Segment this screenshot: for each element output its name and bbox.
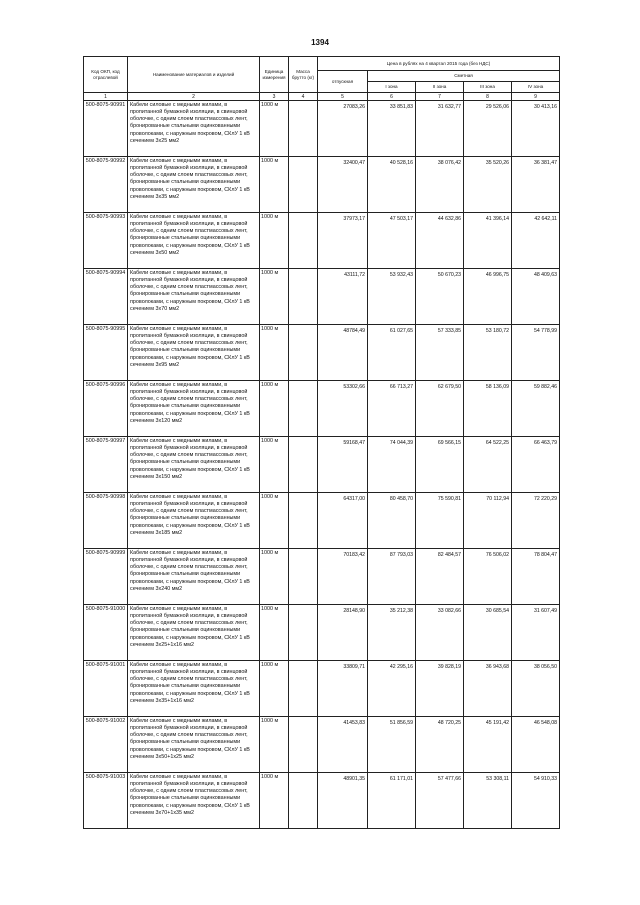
material-description: Кабели силовые с медными жилами, в пропитанной бумажной изоляции, в свинцовой оболочке, с одним слоем пластмассовых лент, бронированные стальными оцинкованными проволоками, с наружным покровом, СКлУ 1 кВ сечением 3х120 мм2 (130, 382, 250, 424)
price-zone-2: 57 477,66 (416, 773, 464, 829)
unit-of-measure: 1000 м (260, 549, 289, 605)
unit-of-measure: 1000 м (260, 493, 289, 549)
table-row (84, 101, 560, 157)
price-zone-3: 36 943,68 (464, 661, 512, 717)
release-price: 32400,47 (318, 157, 368, 213)
okp-code: 500-8075-90999 (84, 549, 128, 605)
column-number: 8 (464, 93, 512, 101)
release-price: 33809,71 (318, 661, 368, 717)
unit-of-measure: 1000 м (260, 605, 289, 661)
release-price: 27083,26 (318, 101, 368, 157)
header-estimate: Сметная (368, 71, 560, 82)
okp-code: 500-8075-91003 (84, 773, 128, 829)
price-zone-3: 70 112,94 (464, 493, 512, 549)
gross-mass (289, 493, 318, 549)
unit-of-measure: 1000 м (260, 661, 289, 717)
table-row (84, 157, 560, 213)
okp-code: 500-8075-91000 (84, 605, 128, 661)
gross-mass (289, 661, 318, 717)
table-row (84, 717, 560, 773)
gross-mass (289, 437, 318, 493)
table-row (84, 661, 560, 717)
description-cell (128, 157, 260, 213)
unit-of-measure: 1000 м (260, 381, 289, 437)
price-zone-1: 42 295,16 (368, 661, 416, 717)
unit-of-measure: 1000 м (260, 269, 289, 325)
release-price: 43111,72 (318, 269, 368, 325)
header-mass: Масса брутто (кг) (289, 57, 318, 93)
gross-mass (289, 381, 318, 437)
price-zone-4: 66 463,79 (512, 437, 560, 493)
price-zone-2: 48 720,25 (416, 717, 464, 773)
price-zone-3: 53 180,72 (464, 325, 512, 381)
price-zone-2: 44 632,86 (416, 213, 464, 269)
gross-mass (289, 269, 318, 325)
table-body (84, 101, 560, 829)
gross-mass (289, 605, 318, 661)
release-price: 48901,35 (318, 773, 368, 829)
header-zone-2: II зона (416, 82, 464, 93)
table-row (84, 437, 560, 493)
release-price: 37973,17 (318, 213, 368, 269)
gross-mass (289, 157, 318, 213)
okp-code: 500-8075-90996 (84, 381, 128, 437)
description-cell (128, 605, 260, 661)
price-zone-1: 61 171,01 (368, 773, 416, 829)
material-description: Кабели силовые с медными жилами, в пропитанной бумажной изоляции, в свинцовой оболочке, с одним слоем пластмассовых лент, бронированные стальными оцинкованными проволоками, с наружным покровом, СКлУ 1 кВ сечением 3х150 мм2 (130, 438, 250, 480)
price-zone-3: 41 396,14 (464, 213, 512, 269)
unit-of-measure: 1000 м (260, 773, 289, 829)
description-cell (128, 717, 260, 773)
unit-of-measure: 1000 м (260, 213, 289, 269)
price-zone-4: 42 642,11 (512, 213, 560, 269)
price-zone-1: 35 212,38 (368, 605, 416, 661)
header-unit: Единица измерения (260, 57, 289, 93)
gross-mass (289, 773, 318, 829)
price-zone-1: 87 793,03 (368, 549, 416, 605)
price-zone-4: 59 882,46 (512, 381, 560, 437)
price-table (83, 56, 560, 829)
price-zone-4: 46 548,08 (512, 717, 560, 773)
price-zone-4: 38 056,50 (512, 661, 560, 717)
price-zone-1: 47 503,17 (368, 213, 416, 269)
price-zone-1: 33 851,83 (368, 101, 416, 157)
price-zone-2: 31 632,77 (416, 101, 464, 157)
material-description: Кабели силовые с медными жилами, в пропитанной бумажной изоляции, в свинцовой оболочке, с одним слоем пластмассовых лент, бронированные стальными оцинкованными проволоками, с наружным покровом, СКлУ 1 кВ сечением 3х240 мм2 (130, 550, 250, 592)
okp-code: 500-8075-90991 (84, 101, 128, 157)
okp-code: 500-8075-90994 (84, 269, 128, 325)
material-description: Кабели силовые с медными жилами, в пропитанной бумажной изоляции, в свинцовой оболочке, с одним слоем пластмассовых лент, бронированные стальными оцинкованными проволоками, с наружным покровом, СКлУ 1 кВ сечением 3х25+1х16 мм2 (130, 606, 250, 648)
material-description: Кабели силовые с медными жилами, в пропитанной бумажной изоляции, в свинцовой оболочке, с одним слоем пластмассовых лент, бронированные стальными оцинкованными проволоками, с наружным покровом, СКлУ 1 кВ сечением 3х35+1х16 мм2 (130, 662, 250, 704)
table-row (84, 605, 560, 661)
column-number: 7 (416, 93, 464, 101)
description-cell (128, 437, 260, 493)
release-price: 48784,49 (318, 325, 368, 381)
header-price-group: Цена в рублях на 4 квартал 2015 года (без НДС) (318, 57, 560, 71)
price-zone-2: 69 566,15 (416, 437, 464, 493)
price-zone-3: 45 191,42 (464, 717, 512, 773)
gross-mass (289, 101, 318, 157)
header-zone-3: III зона (464, 82, 512, 93)
price-zone-2: 75 590,81 (416, 493, 464, 549)
price-zone-4: 30 413,16 (512, 101, 560, 157)
unit-of-measure: 1000 м (260, 101, 289, 157)
column-number: 6 (368, 93, 416, 101)
price-zone-3: 76 506,02 (464, 549, 512, 605)
gross-mass (289, 325, 318, 381)
price-zone-2: 50 670,23 (416, 269, 464, 325)
material-description: Кабели силовые с медными жилами, в пропитанной бумажной изоляции, в свинцовой оболочке, с одним слоем пластмассовых лент, бронированные стальными оцинкованными проволоками, с наружным покровом, СКлУ 1 кВ сечением 3х185 мм2 (130, 494, 250, 536)
description-cell (128, 381, 260, 437)
column-number: 4 (289, 93, 318, 101)
price-zone-2: 57 333,85 (416, 325, 464, 381)
price-zone-1: 80 458,70 (368, 493, 416, 549)
okp-code: 500-8075-91001 (84, 661, 128, 717)
release-price: 41453,83 (318, 717, 368, 773)
material-description: Кабели силовые с медными жилами, в пропитанной бумажной изоляции, в свинцовой оболочке, с одним слоем пластмассовых лент, бронированные стальными оцинкованными проволоками, с наружным покровом, СКлУ 1 кВ сечением 3х50 мм2 (130, 214, 250, 256)
price-zone-4: 54 778,99 (512, 325, 560, 381)
column-number: 5 (318, 93, 368, 101)
description-cell (128, 269, 260, 325)
header-code: Код ОКП, код отраслевой (84, 57, 128, 93)
unit-of-measure: 1000 м (260, 325, 289, 381)
price-zone-1: 66 713,27 (368, 381, 416, 437)
material-description: Кабели силовые с медными жилами, в пропитанной бумажной изоляции, в свинцовой оболочке, с одним слоем пластмассовых лент, бронированные стальными оцинкованными проволоками, с наружным покровом, СКлУ 1 кВ сечением 3х70+1х35 мм2 (130, 774, 250, 816)
table-row (84, 213, 560, 269)
price-zone-4: 54 910,33 (512, 773, 560, 829)
header-name: Наименование материалов и изделий (128, 57, 260, 93)
price-zone-1: 40 528,16 (368, 157, 416, 213)
price-zone-3: 30 685,54 (464, 605, 512, 661)
description-cell (128, 549, 260, 605)
page-number: 1394 (311, 38, 329, 47)
price-zone-2: 33 082,66 (416, 605, 464, 661)
price-zone-2: 62 679,50 (416, 381, 464, 437)
table-row (84, 325, 560, 381)
price-zone-3: 35 520,26 (464, 157, 512, 213)
release-price: 59168,47 (318, 437, 368, 493)
table-row (84, 773, 560, 829)
price-zone-4: 48 409,63 (512, 269, 560, 325)
price-zone-4: 72 220,29 (512, 493, 560, 549)
price-zone-4: 78 804,47 (512, 549, 560, 605)
material-description: Кабели силовые с медными жилами, в пропитанной бумажной изоляции, в свинцовой оболочке, с одним слоем пластмассовых лент, бронированные стальными оцинкованными проволоками, с наружным покровом, СКлУ 1 кВ сечением 3х25 мм2 (130, 102, 250, 144)
gross-mass (289, 213, 318, 269)
header-zone-4: IV зона (512, 82, 560, 93)
price-zone-2: 38 076,42 (416, 157, 464, 213)
price-zone-1: 61 027,65 (368, 325, 416, 381)
column-number-row (84, 93, 560, 101)
column-number: 2 (128, 93, 260, 101)
release-price: 53302,66 (318, 381, 368, 437)
price-zone-3: 58 136,09 (464, 381, 512, 437)
price-zone-3: 53 308,11 (464, 773, 512, 829)
header-zone-1: I зона (368, 82, 416, 93)
price-zone-1: 51 856,59 (368, 717, 416, 773)
material-description: Кабели силовые с медными жилами, в пропитанной бумажной изоляции, в свинцовой оболочке, с одним слоем пластмассовых лент, бронированные стальными оцинкованными проволоками, с наружным покровом, СКлУ 1 кВ сечением 3х70 мм2 (130, 270, 250, 312)
price-zone-3: 64 522,25 (464, 437, 512, 493)
material-description: Кабели силовые с медными жилами, в пропитанной бумажной изоляции, в свинцовой оболочке, с одним слоем пластмассовых лент, бронированные стальными оцинкованными проволоками, с наружным покровом, СКлУ 1 кВ сечением 3х95 мм2 (130, 326, 250, 368)
column-number: 9 (512, 93, 560, 101)
table-row (84, 493, 560, 549)
description-cell (128, 773, 260, 829)
header-release: отпускная (318, 71, 368, 93)
material-description: Кабели силовые с медными жилами, в пропитанной бумажной изоляции, в свинцовой оболочке, с одним слоем пластмассовых лент, бронированные стальными оцинкованными проволоками, с наружным покровом, СКлУ 1 кВ сечением 3х50+1х25 мм2 (130, 718, 250, 760)
description-cell (128, 325, 260, 381)
price-zone-1: 74 044,39 (368, 437, 416, 493)
column-number: 3 (260, 93, 289, 101)
release-price: 70183,42 (318, 549, 368, 605)
description-cell (128, 101, 260, 157)
table-row (84, 269, 560, 325)
price-zone-3: 46 996,75 (464, 269, 512, 325)
okp-code: 500-8075-90997 (84, 437, 128, 493)
table-row (84, 381, 560, 437)
price-zone-2: 39 828,19 (416, 661, 464, 717)
price-zone-2: 82 484,57 (416, 549, 464, 605)
release-price: 64317,00 (318, 493, 368, 549)
unit-of-measure: 1000 м (260, 437, 289, 493)
okp-code: 500-8075-90998 (84, 493, 128, 549)
price-zone-1: 53 932,43 (368, 269, 416, 325)
price-zone-3: 29 526,06 (464, 101, 512, 157)
price-zone-4: 36 381,47 (512, 157, 560, 213)
okp-code: 500-8075-90992 (84, 157, 128, 213)
table-header (84, 57, 560, 101)
okp-code: 500-8075-90993 (84, 213, 128, 269)
description-cell (128, 661, 260, 717)
price-zone-4: 31 607,49 (512, 605, 560, 661)
okp-code: 500-8075-91002 (84, 717, 128, 773)
okp-code: 500-8075-90995 (84, 325, 128, 381)
gross-mass (289, 717, 318, 773)
column-number: 1 (84, 93, 128, 101)
material-description: Кабели силовые с медными жилами, в пропитанной бумажной изоляции, в свинцовой оболочке, с одним слоем пластмассовых лент, бронированные стальными оцинкованными проволоками, с наружным покровом, СКлУ 1 кВ сечением 3х35 мм2 (130, 158, 250, 200)
description-cell (128, 493, 260, 549)
unit-of-measure: 1000 м (260, 717, 289, 773)
release-price: 28148,90 (318, 605, 368, 661)
description-cell (128, 213, 260, 269)
table-row (84, 549, 560, 605)
unit-of-measure: 1000 м (260, 157, 289, 213)
gross-mass (289, 549, 318, 605)
